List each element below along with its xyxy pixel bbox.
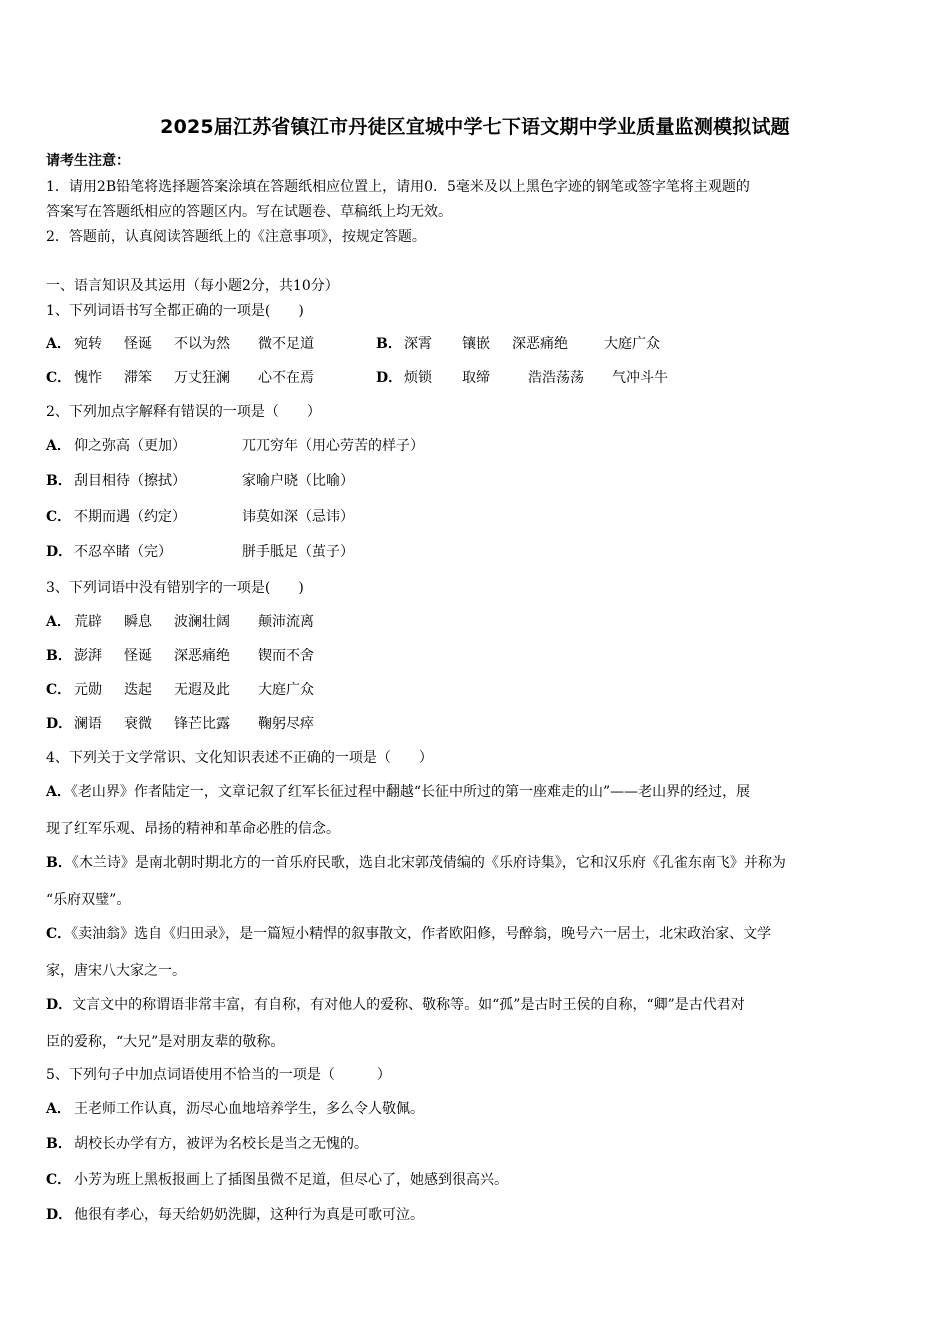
q1-option-a[interactable]: A． 宛转 怪诞 不以为然 微不足道 — [46, 336, 314, 352]
q2-option-d[interactable]: D． 不忍卒睹（完） 胼手胝足（茧子） — [46, 544, 354, 560]
question-3-stem: 3、下列词语中没有错别字的一项是( ) — [46, 580, 304, 596]
q1-option-b[interactable]: B． 深霄 镶嵌 深恶痛绝 大庭广众 — [376, 336, 660, 352]
notice-item: 2．答题前，认真阅读答题纸上的《注意事项》，按规定答题。 — [46, 229, 426, 245]
q3-option-a[interactable]: A． 荒辟 瞬息 波澜壮阔 颠沛流离 — [46, 614, 314, 630]
q5-option-c[interactable]: C． 小芳为班上黑板报画上了插图虽微不足道，但尽心了，她感到很高兴。 — [46, 1172, 508, 1188]
q5-option-a[interactable]: A． 王老师工作认真，沥尽心血地培养学生，多么令人敬佩。 — [46, 1101, 424, 1117]
q5-option-b[interactable]: B． 胡校长办学有方，被评为名校长是当之无愧的。 — [46, 1136, 368, 1152]
question-5-stem: 5、下列句子中加点词语使用不恰当的一项是（ ） — [46, 1067, 391, 1083]
section-heading: 一、语言知识及其运用（每小题2分，共10分） — [46, 278, 339, 294]
notice-item: 答案写在答题纸相应的答题区内。写在试题卷、草稿纸上均无效。 — [46, 204, 452, 220]
q1-option-d[interactable]: D． 烦锁 取缔 浩浩荡荡 气冲斗牛 — [376, 370, 668, 386]
q3-option-c[interactable]: C． 元勋 迭起 无遐及此 大庭广众 — [46, 682, 314, 698]
q2-option-a[interactable]: A． 仰之弥高（更加） 兀兀穷年（用心劳苦的样子） — [46, 438, 424, 454]
q4-option-c[interactable]: C．《卖油翁》选自《归田录》，是一篇短小精悍的叙事散文，作者欧阳修，号醉翁，晚号六一居士，北宋政治家、文学 家，唐宋八大家之一。 — [46, 926, 772, 979]
q2-option-c[interactable]: C． 不期而遇（约定） 讳莫如深（忌讳） — [46, 509, 354, 525]
notice-heading: 请考生注意： — [46, 153, 130, 169]
q2-option-b[interactable]: B． 刮目相待（擦拭） 家喻户晓（比喻） — [46, 473, 354, 489]
question-4-stem: 4、下列关于文学常识、文化知识表述不正确的一项是（ ） — [46, 750, 433, 766]
question-2-stem: 2、下列加点字解释有错误的一项是（ ） — [46, 404, 321, 420]
q1-option-c[interactable]: C． 愧怍 滞笨 万丈狂澜 心不在焉 — [46, 370, 314, 386]
q4-option-b[interactable]: B．《木兰诗》是南北朝时期北方的一首乐府民歌，选自北宋郭茂倩编的《乐府诗集》，它和汉乐府《孔雀东南飞》并称为 “乐府双璧”。 — [46, 855, 786, 908]
q4-option-d[interactable]: D．文言文中的称谓语非常丰富，有自称，有对他人的爱称、敬称等。如“孤”是古时王侯的自称，“卿”是古代君对 臣的爱称，“大兄”是对朋友辈的敬称。 — [46, 997, 745, 1050]
q3-option-b[interactable]: B． 澎湃 怪诞 深恶痛绝 锲而不舍 — [46, 648, 314, 664]
question-1-stem: 1、下列词语书写全都正确的一项是( ) — [46, 303, 304, 319]
q3-option-d[interactable]: D． 澜语 衰微 锋芒比露 鞠躬尽瘁 — [46, 716, 314, 732]
q5-option-d[interactable]: D． 他很有孝心，每天给奶奶洗脚，这种行为真是可歌可泣。 — [46, 1207, 424, 1223]
page-title: 2025届江苏省镇江市丹徒区宜城中学七下语文期中学业质量监测模拟试题 — [160, 116, 790, 138]
notice-item: 1．请用2B铅笔将选择题答案涂填在答题纸相应位置上，请用0．5毫米及以上黑色字迹的钢笔或签字笔将主观题的 — [46, 179, 750, 195]
q4-option-a[interactable]: A．《老山界》作者陆定一，文章记叙了红军长征过程中翻越“长征中所过的第一座难走的山”——老山界的经过，展 现了红军乐观、昂扬的精神和革命必胜的信念。 — [46, 784, 751, 837]
